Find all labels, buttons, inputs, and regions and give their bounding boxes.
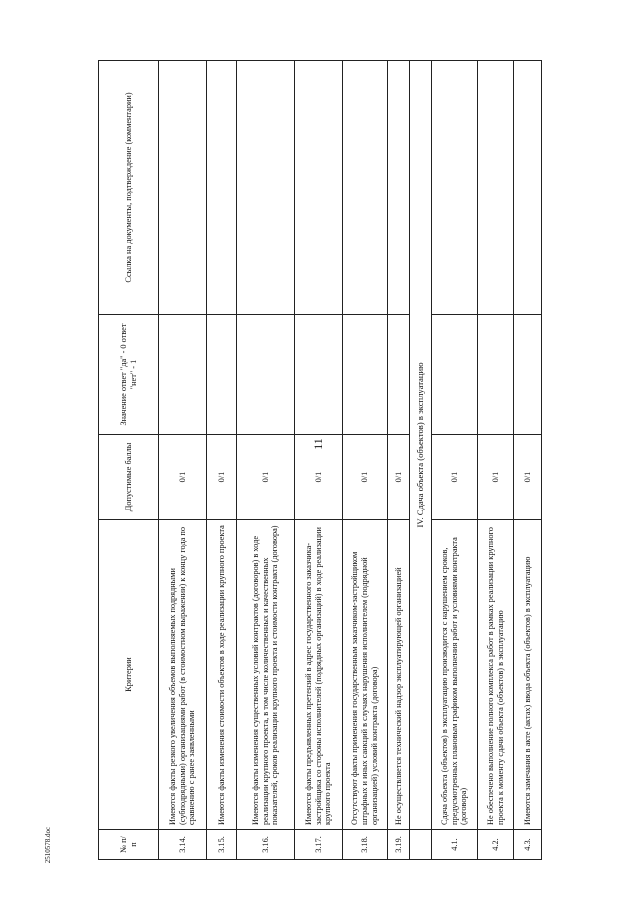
- table-header-row: [99, 61, 159, 860]
- row-value-cell: [343, 315, 388, 435]
- row-link-cell: [295, 61, 343, 315]
- row-link-cell: [207, 61, 237, 315]
- table-row: [159, 61, 207, 860]
- criteria-table: [98, 60, 542, 860]
- row-points: 0/1: [432, 435, 478, 520]
- document-file-code: 2510578.doc: [44, 826, 52, 864]
- row-points: 0/1: [159, 435, 207, 520]
- row-criterion: Не осуществляется технический надзор эксплуатирующей организацией: [388, 520, 410, 830]
- header-points: Допустимые баллы: [99, 435, 159, 520]
- row-number: 3.14.: [159, 830, 207, 860]
- row-criterion: Имеются факты резкого увеличения объемов выполняемых подрядными (субподрядными) организациями работ (в стоимостном выражении) к концу года по сравнению с ранее заявленными: [159, 520, 207, 830]
- row-criterion: Имеются факты изменения стоимости объектов в ходе реализации крупного проекта: [207, 520, 237, 830]
- row-points: 0/1: [237, 435, 295, 520]
- table-row: [514, 61, 542, 860]
- row-number: 3.16.: [237, 830, 295, 860]
- row-number: 4.2.: [478, 830, 514, 860]
- row-number: 4.3.: [514, 830, 542, 860]
- row-link-cell: [478, 61, 514, 315]
- row-value-cell: [478, 315, 514, 435]
- table-row: [388, 61, 410, 860]
- table-row: [478, 61, 514, 860]
- row-points: 0/1: [295, 435, 343, 520]
- row-points: 0/1: [478, 435, 514, 520]
- table-row: [207, 61, 237, 860]
- section-number-cell: [410, 830, 432, 860]
- row-value-cell: [159, 315, 207, 435]
- table-row: [295, 61, 343, 860]
- row-value-cell: [432, 315, 478, 435]
- row-points: 0/1: [388, 435, 410, 520]
- section-title: IV. Сдача объекта (объектов) в эксплуатацию: [410, 61, 432, 830]
- page-number: 11: [311, 438, 325, 450]
- row-number: 3.18.: [343, 830, 388, 860]
- section-row: [410, 61, 432, 860]
- row-points: 0/1: [207, 435, 237, 520]
- row-criterion: Имеются факты изменения существенных условий контрактов (договоров) в ходе реализации крупного проекта, в том числе количественных и качественных показателей, сроков реализации крупного проекта и стоимости контракта (договора): [237, 520, 295, 830]
- row-value-cell: [514, 315, 542, 435]
- header-value: Значение ответ "да" - 0 ответ "нет" - 1: [99, 315, 159, 435]
- table-row: [432, 61, 478, 860]
- row-number: 3.17.: [295, 830, 343, 860]
- row-number: 3.15.: [207, 830, 237, 860]
- row-number: 4.1.: [432, 830, 478, 860]
- row-criterion: Имеются факты предъявленных претензий в адрес государственного заказчика-застройщика со стороны исполнителей (подрядных организаций) в ходе реализации крупного проекта: [295, 520, 343, 830]
- row-criterion: Не обеспечено выполнение полного комплекса работ в рамках реализации крупного проекта к моменту сдачи объекта (объектов) в эксплуатацию: [478, 520, 514, 830]
- row-criterion: Отсутствуют факты применения государственным заказчиком-застройщиком штрафных и иных санкций в случаях нарушения исполнителем (подрядной организацией) условий контракта (договора): [343, 520, 388, 830]
- row-points: 0/1: [514, 435, 542, 520]
- row-criterion: Сдача объекта (объектов) в эксплуатацию производится с нарушением сроков, предусмотренных плановым графиком выполнения работ и условиями контракта (договора): [432, 520, 478, 830]
- table-row: [343, 61, 388, 860]
- table-row: [237, 61, 295, 860]
- row-link-cell: [514, 61, 542, 315]
- header-criteria: Критерии: [99, 520, 159, 830]
- row-link-cell: [388, 61, 410, 315]
- row-value-cell: [207, 315, 237, 435]
- row-criterion: Имеются замечания в акте (актах) ввода объекта (объектов) в эксплуатацию: [514, 520, 542, 830]
- table-container: [110, 60, 530, 860]
- row-number: 3.19.: [388, 830, 410, 860]
- header-num: № п/п: [99, 830, 159, 860]
- row-points: 0/1: [343, 435, 388, 520]
- row-link-cell: [237, 61, 295, 315]
- header-link: Ссылка на документы, подтверждение (комментарии): [99, 61, 159, 315]
- row-value-cell: [237, 315, 295, 435]
- row-link-cell: [343, 61, 388, 315]
- row-value-cell: [388, 315, 410, 435]
- row-link-cell: [159, 61, 207, 315]
- row-link-cell: [432, 61, 478, 315]
- row-value-cell: [295, 315, 343, 435]
